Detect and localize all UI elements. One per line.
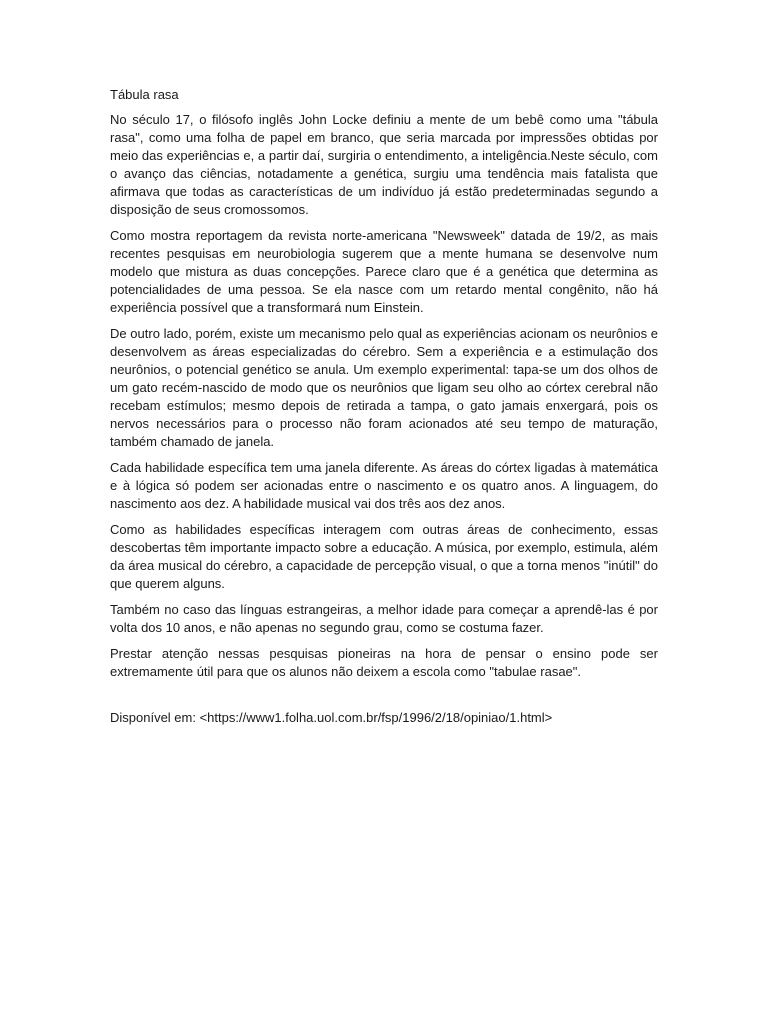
paragraph-7: Prestar atenção nessas pesquisas pioneiras na hora de pensar o ensino pode ser extremamente útil para que os alunos não deixem a escola como "tabulae rasae". [110,646,658,679]
paragraph-4: Cada habilidade específica tem uma janela diferente. As áreas do córtex ligadas à matemática e à lógica só podem ser acionadas entre o nascimento e os quatro anos. A linguagem, do nascimento aos dez. A habilidade musical vai dos três aos dez anos. [110,460,658,511]
paragraph-6: Também no caso das línguas estrangeiras, a melhor idade para começar a aprendê-las é por volta dos 10 anos, e não apenas no segundo grau, como se costuma fazer. [110,602,658,635]
paragraph-3: De outro lado, porém, existe um mecanismo pelo qual as experiências acionam os neurônios e desenvolvem as áreas especializadas do cérebro. Sem a experiência e a estimulação dos neurônios, o potencial genético se anula. Um exemplo experimental: tapa-se um dos olhos de um gato recém-nascido de modo que os neurônios que ligam seu olho ao córtex cerebral não recebam estímulos; mesmo depois de retirada a tampa, o gato jamais enxergará, pois os nervos necessários para o processo não foram acionados até seu tempo de maturação, também chamado de janela. [110,326,658,449]
paragraph-1: No século 17, o filósofo inglês John Locke definiu a mente de um bebê como uma "tábula rasa", como uma folha de papel em branco, que seria marcada por impressões obtidas por meio das experiências e, a partir daí, surgiria o entendimento, a inteligência.Neste século, com o avanço das ciências, notadamente a genética, surgiu uma tendência mais fatalista que afirmava que todas as características de um indivíduo já estão predeterminadas segundo a disposição de seus cromossomos. [110,112,658,217]
paragraph-2: Como mostra reportagem da revista norte-americana "Newsweek" datada de 19/2, as mais recentes pesquisas em neurobiologia sugerem que a mente humana se desenvolve num modelo que mistura as duas concepções. Parece claro que é a genética que determina as potencialidades de uma pessoa. Se ela nasce com um retardo mental congênito, não há experiência possível que a transformará num Einstein. [110,228,658,315]
document-title: Tábula rasa [110,87,179,102]
document-page [110,86,658,727]
source-citation: Disponível em: <https://www1.folha.uol.com.br/fsp/1996/2/18/opiniao/1.html> [110,710,553,725]
paragraph-5: Como as habilidades específicas interagem com outras áreas de conhecimento, essas descobertas têm importante impacto sobre a educação. A música, por exemplo, estimula, além da área musical do cérebro, a capacidade de percepção visual, o que a torna menos "inútil" do que querem alguns. [110,522,658,591]
